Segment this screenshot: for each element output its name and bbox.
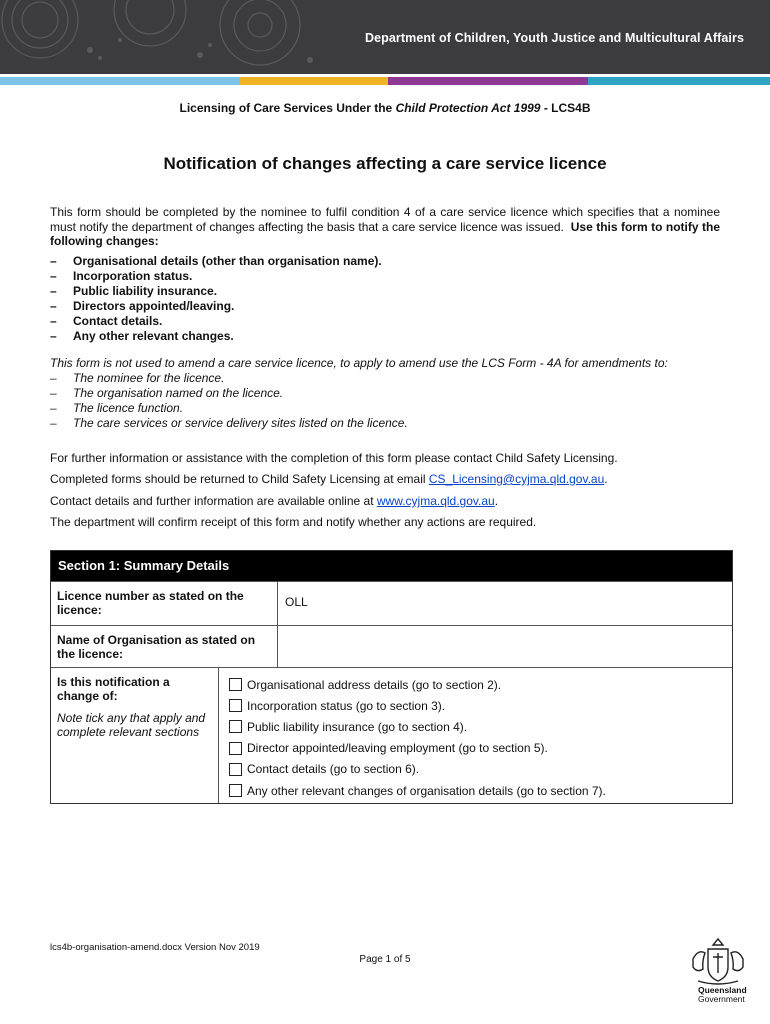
color-stripe-3: [388, 77, 588, 85]
not-used-note: This form is not used to amend a care service licence, to apply to amend use the LCS Form - 4A for amendments to:: [50, 356, 668, 370]
page-number: Page 1 of 5: [359, 954, 411, 965]
checkbox[interactable]: [229, 720, 242, 733]
licence-number-field[interactable]: OLL: [285, 595, 308, 609]
intro-paragraph: This form should be completed by the nominee to fulfil condition 4 of a care service licence which specifies that a nominee must notify the department of changes affecting the basis that a care service licence was issued. Use this form to notify the following changes:: [50, 205, 720, 248]
website-link[interactable]: www.cyjma.qld.gov.au: [376, 494, 495, 508]
return-instructions: Completed forms should be returned to Child Safety Licensing at email CS_Licensing@cyjma.qld.gov.au.: [50, 472, 608, 486]
checkbox[interactable]: [229, 699, 242, 712]
section-1-table: [50, 550, 733, 804]
list-item: – Incorporation status.: [50, 269, 193, 283]
option-other[interactable]: Any other relevant changes of organisation details (go to section 7).: [229, 780, 722, 801]
confirm-text: The department will confirm receipt of this form and notify whether any actions are required.: [50, 515, 537, 529]
list-item: – Directors appointed/leaving.: [50, 299, 235, 313]
list-item: – The licence function.: [50, 401, 184, 415]
list-item: – Contact details.: [50, 314, 163, 328]
checkbox[interactable]: [229, 763, 242, 776]
change-type-label: Is this notification a change of:: [57, 675, 170, 703]
queensland-government-logo: Queensland Government: [698, 985, 747, 1004]
file-version: lcs4b-organisation-amend.docx Version Nov 2019: [50, 942, 260, 953]
change-options: [219, 668, 732, 803]
change-type-label-cell: [51, 668, 219, 803]
organisation-name-row: [51, 625, 732, 667]
option-incorporation[interactable]: Incorporation status (go to section 3).: [229, 695, 722, 716]
checkbox[interactable]: [229, 784, 242, 797]
form-subtitle: Licensing of Care Services Under the Child Protection Act 1999 - LCS4B: [179, 101, 591, 115]
list-item: – The organisation named on the licence.: [50, 386, 284, 400]
change-type-note: Note tick any that apply and complete relevant sections: [57, 711, 206, 739]
checkbox[interactable]: [229, 678, 242, 691]
option-address[interactable]: Organisational address details (go to section 2).: [229, 674, 722, 695]
change-type-row: [51, 667, 732, 803]
email-link[interactable]: CS_Licensing@cyjma.qld.gov.au: [428, 472, 605, 486]
section-1-heading: Section 1: Summary Details: [51, 551, 732, 581]
decorative-pattern-icon: [0, 0, 330, 74]
option-director[interactable]: Director appointed/leaving employment (go to section 5).: [229, 738, 722, 759]
further-info-text: For further information or assistance with the completion of this form please contact Child Safety Licensing.: [50, 451, 618, 465]
color-stripe-1: [0, 77, 240, 85]
list-item: – Any other relevant changes.: [50, 329, 234, 343]
changes-list: [50, 254, 720, 344]
list-item: – The care services or service delivery sites listed on the licence.: [50, 416, 408, 430]
option-contact[interactable]: Contact details (go to section 6).: [229, 759, 722, 780]
option-insurance[interactable]: Public liability insurance (go to section 4).: [229, 716, 722, 737]
department-name: Department of Children, Youth Justice and Multicultural Affairs: [364, 31, 744, 45]
list-item: – Public liability insurance.: [50, 284, 218, 298]
contact-instructions: Contact details and further information are available online at www.cyjma.qld.gov.au.: [50, 494, 499, 508]
header-banner: [0, 0, 770, 74]
amendments-list: [50, 371, 720, 431]
organisation-name-field[interactable]: [278, 626, 732, 667]
form-title: Notification of changes affecting a care service licence: [163, 154, 607, 173]
color-stripe-2: [240, 77, 388, 85]
licence-number-label: Licence number as stated on the licence:: [51, 582, 278, 625]
list-item: – The nominee for the licence.: [50, 371, 225, 385]
licence-number-row: [51, 581, 732, 625]
checkbox[interactable]: [229, 742, 242, 755]
organisation-name-label: Name of Organisation as stated on the licence:: [51, 626, 278, 667]
color-stripe-4: [588, 77, 770, 85]
list-item: – Organisational details (other than organisation name).: [50, 254, 382, 268]
